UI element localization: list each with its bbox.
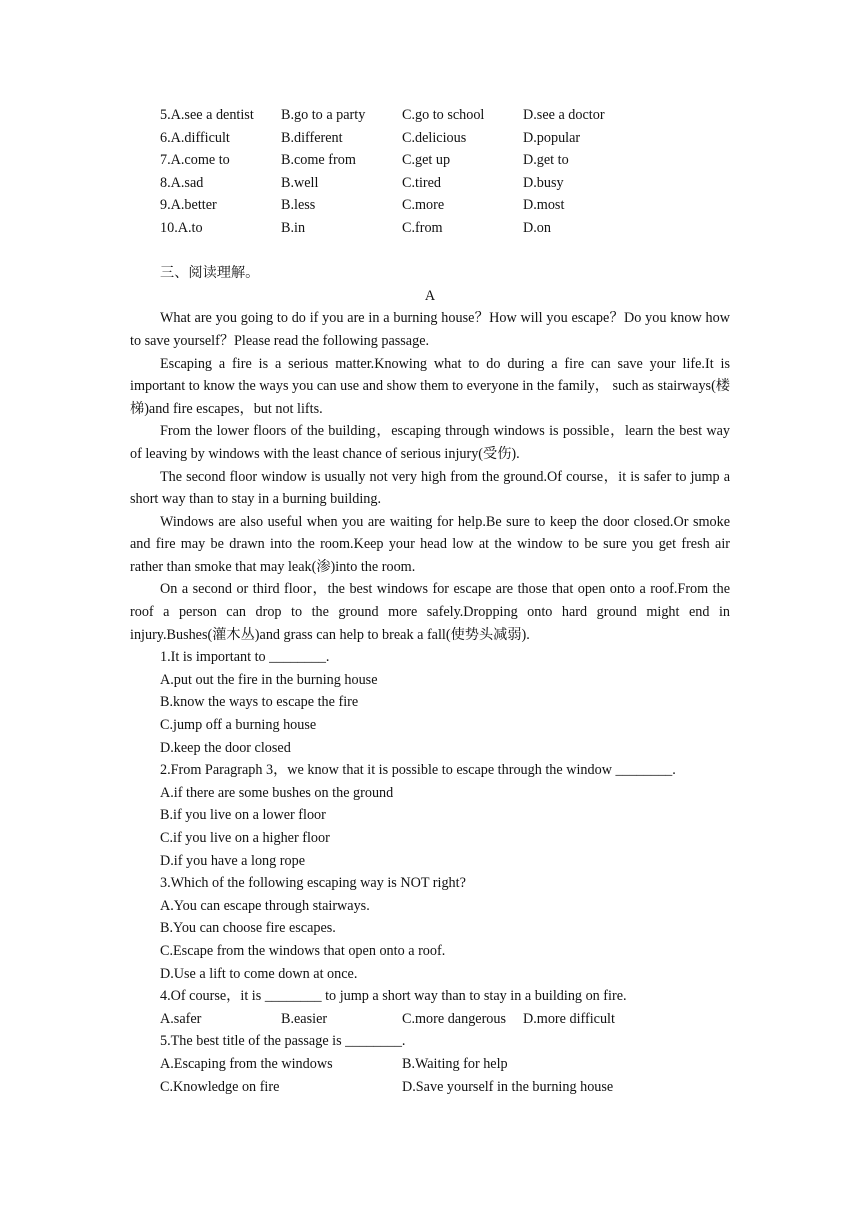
answer-option: C.Knowledge on fire <box>160 1078 280 1095</box>
option-c: C.delicious <box>402 129 467 146</box>
option-b: B.well <box>281 174 319 191</box>
option-row <box>130 127 730 150</box>
answer-options-row <box>130 1076 730 1099</box>
option-c: C.get up <box>402 152 451 169</box>
question-stem: 3.Which of the following escaping way is NOT right? <box>160 875 466 892</box>
paragraph: What are you going to do if you are in a burning house？How will you escape？Do you know how to save yourself？Please read the following passage. <box>130 310 730 349</box>
answer-option: A.put out the fire in the burning house <box>160 671 378 688</box>
passage-label: A <box>424 287 436 304</box>
paragraph: The second floor window is usually not very high from the ground.Of course，it is safer to jump a short way than to stay in a burning building. <box>130 468 730 508</box>
answer-option: C.if you live on a higher floor <box>160 830 330 846</box>
document-page <box>130 104 730 1098</box>
question-4 <box>130 985 730 1030</box>
option-a: 6.A.difficult <box>160 129 230 146</box>
option-b: B.less <box>281 197 316 214</box>
question-1 <box>130 646 730 759</box>
answer-option: B.Waiting for help <box>402 1055 508 1072</box>
option-d: D.busy <box>523 174 564 191</box>
cloze-options <box>130 104 730 240</box>
option-d: D.most <box>523 197 565 214</box>
option-d: D.see a doctor <box>523 107 605 123</box>
option-a: 10.A.to <box>160 219 203 236</box>
question-stem: 1.It is important to ________. <box>160 649 330 666</box>
option-a: 9.A.better <box>160 197 217 214</box>
answer-option: A.if there are some bushes on the ground <box>160 784 394 801</box>
option-row <box>130 104 730 127</box>
option-d: D.popular <box>523 129 581 146</box>
answer-option: B.easier <box>281 1010 328 1027</box>
question-stem: 5.The best title of the passage is ________. <box>160 1033 406 1050</box>
option-c: C.from <box>402 219 443 236</box>
answer-option: A.You can escape through stairways. <box>160 897 370 914</box>
answer-option: A.Escaping from the windows <box>160 1055 333 1072</box>
answer-option: C.jump off a burning house <box>160 717 317 734</box>
question-stem: 2.From Paragraph 3，we know that it is possible to escape through the window ________. <box>160 762 676 779</box>
answer-option: D.Use a lift to come down at once. <box>160 965 358 982</box>
answer-option: B.know the ways to escape the fire <box>160 694 359 711</box>
question-2 <box>130 759 730 872</box>
option-b: B.in <box>281 219 306 236</box>
answer-option: C.more dangerous <box>402 1010 507 1027</box>
option-a: 5.A.see a dentist <box>160 107 254 123</box>
paragraph: Windows are also useful when you are waiting for help.Be sure to keep the door closed.Or smoke and fire may be drawn into the room.Keep your head low at the window to be sure you get fresh air rather than smoke that may leak(渗)into the room. <box>130 513 730 575</box>
answer-option: B.You can choose fire escapes. <box>160 920 336 937</box>
option-a: 7.A.come to <box>160 152 230 169</box>
option-b: B.go to a party <box>281 107 366 123</box>
question-5 <box>130 1030 730 1098</box>
paragraph: Escaping a fire is a serious matter.Knowing what to do during a fire can save your life.It is important to know the ways you can use and show them to everyone in the family， such as stairways(楼梯)and fire escapes，but not lifts. <box>130 355 730 417</box>
answer-option: C.Escape from the windows that open onto a roof. <box>160 942 446 959</box>
answer-option: B.if you live on a lower floor <box>160 807 326 824</box>
answer-options-row <box>130 1008 730 1031</box>
answer-option: D.more difficult <box>523 1010 615 1027</box>
option-b: B.different <box>281 129 343 146</box>
question-stem: 4.Of course，it is ________ to jump a short way than to stay in a building on fire. <box>160 988 627 1005</box>
option-row <box>130 172 730 195</box>
question-3 <box>130 872 730 985</box>
paragraph: On a second or third floor，the best windows for escape are those that open onto a roof.From the roof a person can drop to the ground more safely.Dropping onto hard ground might end in injury.Bushes(灌木丛)and grass can help to break a fall(使势头减弱). <box>130 581 730 643</box>
answer-option: D.Save yourself in the burning house <box>402 1078 614 1095</box>
answer-option: D.keep the door closed <box>160 739 291 756</box>
option-b: B.come from <box>281 152 356 169</box>
option-row <box>130 194 730 217</box>
option-row <box>130 217 730 240</box>
option-c: C.go to school <box>402 107 485 123</box>
option-a: 8.A.sad <box>160 174 204 191</box>
option-c: C.more <box>402 197 445 214</box>
option-row <box>130 149 730 172</box>
spacer <box>130 240 730 263</box>
answer-option: D.if you have a long rope <box>160 852 305 869</box>
option-d: D.on <box>523 219 551 236</box>
option-d: D.get to <box>523 152 569 169</box>
section-title: 三、阅读理解。 <box>160 265 260 282</box>
paragraph: From the lower floors of the building，escaping through windows is possible，learn the best way of leaving by windows with the least chance of serious injury(受伤). <box>130 423 730 462</box>
option-c: C.tired <box>402 174 442 191</box>
answer-option: A.safer <box>160 1010 202 1027</box>
answer-options-row <box>130 1053 730 1076</box>
